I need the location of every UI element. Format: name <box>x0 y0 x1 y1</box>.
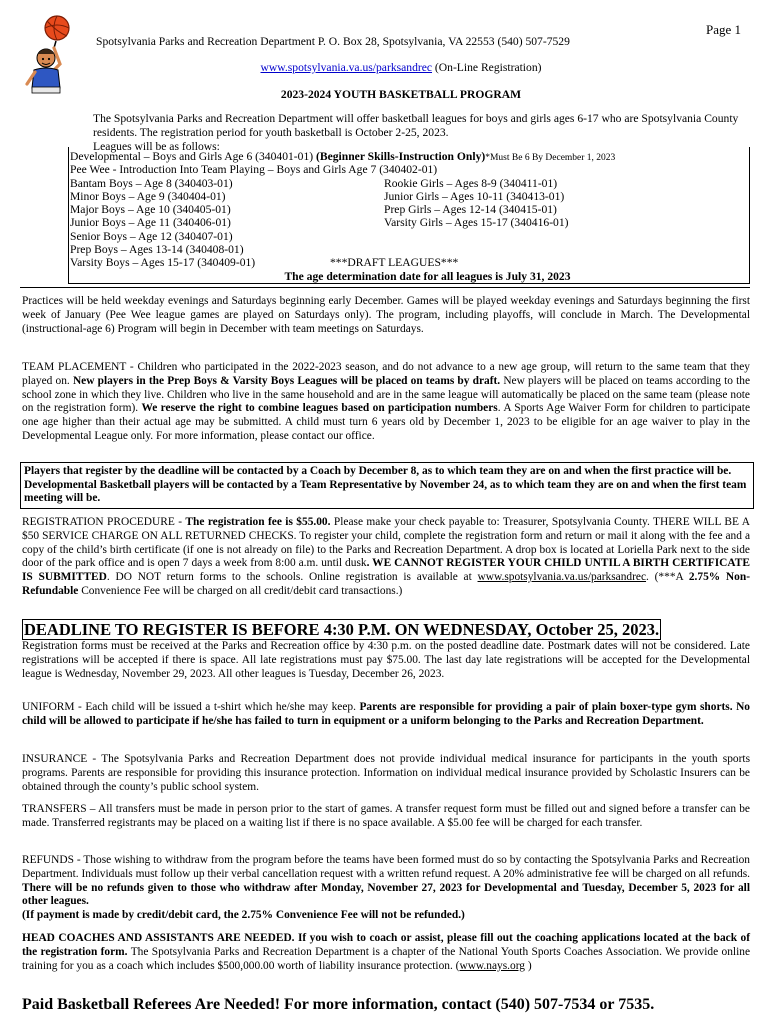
league-row: Senior Boys – Age 12 (340407-01) <box>70 229 233 243</box>
league-pee-wee: Pee Wee - Introduction Into Team Playing – Boys and Girls Age 7 (340402-01) <box>70 163 438 177</box>
leagues-list <box>70 150 760 283</box>
league-row: Varsity Boys – Ages 15-17 (340409-01) ***DRAFT LEAGUES*** <box>70 256 459 270</box>
practices-paragraph: Practices will be held weekday evenings and Saturdays beginning early December. Games will be played weekday evenings and Saturdays beginning the first week of January (Pee Wee league games are played on Saturdays only). The program, including playoffs, will conclude in March. The Developmental (instructional-age 6) Program will begin in December with team meetings on Saturdays. <box>22 295 750 335</box>
age-determination: The age determination date for all leagues is July 31, 2023 <box>284 269 571 283</box>
transfers-paragraph: TRANSFERS – All transfers must be made in person prior to the start of games. A transfer request form must be filled out and signed before a transfer can be made. Transferred registrants may be placed on a waiting list if there is no space available. A $5.00 fee will be charged for each transfer. <box>22 803 750 829</box>
leagues-intro: Leagues will be as follows: <box>93 140 220 153</box>
registration-paragraph: REGISTRATION PROCEDURE - The registration fee is $55.00. Please make your check payable to: Treasurer, Spotsylvania County. THERE WILL BE A $50 SERVICE CHARGE ON ALL RETURNED CHECKS. To register your child, complete the registration form and return or mail it along with the fee and a copy of the child’s birth certificate (if one is not already on file) to the Parks and Recreation Department. A drop box is located at Loriella Park next to the side door of the park office and is open 7 days a week from 8:00 a.m. until dusk. WE CANNOT REGISTER YOUR CHILD UNTIL A BIRTH CERTIFICATE IS SUBMITTED. DO NOT return forms to the schools. Online registration is available at www.spotsylvania.va.us/parksandrec. (***A 2.75% Non-Refundable Convenience Fee will be charged on all credit/debit card transactions.) <box>22 516 750 597</box>
online-registration-link[interactable]: www.spotsylvania.va.us/parksandrec <box>477 571 647 584</box>
late-registration-paragraph: Registration forms must be received at the Parks and Recreation office by 4:30 p.m. on the posted deadline date. Postmark dates will not be considered. Late registrations will be accepted if there is space. All late registrations must pay $75.00. The last day late registrations will be accepted for the Developmental league is Wednesday, November 29, 2023. All other leagues is Tuesday, December 26, 2023. <box>22 640 750 680</box>
uniform-paragraph: UNIFORM - Each child will be issued a t-shirt which he/she may keep. Parents are responsible for providing a pair of plain boxer-type gym shorts. No child will be allowed to participate if he/she has failed to turn in equipment or a uniform belonging to the Parks and Recreation Department. <box>22 701 750 727</box>
league-row: Minor Boys – Age 9 (340404-01) Junior Girls – Ages 10-11 (340413-01) <box>70 189 565 203</box>
team-placement-paragraph: TEAM PLACEMENT - Children who participated in the 2022-2023 season, and do not advance to a new age group, will return to the same team that they played on. New players in the Prep Boys & Varsity Boys Leagues will be placed on teams by draft. New players will be placed on teams according to the school zone in which they live. Children who live in the same household and are in the same league will automatically be placed on the same team (please note on the registration form). We reserve the right to combine leagues based on participation numbers. A Sports Age Waiver Form for children to participate one age higher than their actual age may be submitted. A child must turn 6 years old by December 1, 2023 to be eligible for an age waiver to play in the Developmental League only. For more information, please contact our office. <box>22 361 751 442</box>
league-row: Bantam Boys – Age 8 (340403-01) Rookie Girls – Ages 8-9 (340411-01) <box>70 176 558 190</box>
department-address: Spotsylvania Parks and Recreation Department P. O. Box 28, Spotsylvania, VA 22553 (540) 507-7529 <box>96 35 570 48</box>
intro-text: The Spotsylvania Parks and Recreation Department will offer basketball leagues for boys and girls ages 6-17 who are Spotsylvania County residents. The registration period for youth basketball is October 2-25, 2023. <box>93 112 739 139</box>
league-row: Major Boys – Age 10 (340405-01) Prep Girls – Ages 12-14 (340415-01) <box>70 203 557 217</box>
league-developmental: Developmental – Boys and Girls Age 6 (340401-01) (Beginner Skills-Instruction Only)*Must Be 6 By December 1, 2023 <box>70 150 616 163</box>
referees-footer: Paid Basketball Referees Are Needed! For more information, contact (540) 507-7534 or 7535. <box>22 996 655 1013</box>
basketball-player-icon <box>20 14 82 96</box>
league-row: Prep Boys – Ages 13-14 (340408-01) <box>70 243 244 257</box>
program-title: 2023-2024 YOUTH BASKETBALL PROGRAM <box>280 88 522 101</box>
registration-link[interactable]: www.spotsylvania.va.us/parksandrec <box>260 61 433 74</box>
draft-leagues-label: ***DRAFT LEAGUES*** <box>330 256 459 270</box>
nays-link[interactable]: www.nays.org <box>459 959 525 972</box>
coach-contact-callout: Players that register by the deadline will be contacted by a Coach by December 8, as to which team they are on and when the first practice will be. Developmental Basketball players will be contacted by a Team Representative by November 24, as to which team they are on and when the first team meeting will be. <box>20 462 754 509</box>
refunds-paragraph: REFUNDS - Those wishing to withdraw from the program before the teams have been formed must do so by contacting the Spotsylvania Parks and Recreation Department. Individuals must follow up their verbal cancellation request with a written refund request. A 20% administrative fee will be charged on all refunds. There will be no refunds given to those who withdraw after Monday, November 27, 2023 for Developmental and Tuesday, December 5, 2023 for all other leagues. (If payment is made by credit/debit card, the 2.75% Convenience Fee will not be refunded.) <box>22 854 750 922</box>
divider <box>20 287 750 288</box>
insurance-paragraph: INSURANCE - The Spotsylvania Parks and Recreation Department does not provide individual medical insurance for participants in the youth sports programs. Parents are responsible for providing this insurance protection. Information on individual medical insurance provided by Scholastic Insurers can be obtained through the county’s public school system. <box>22 753 750 793</box>
website-line <box>96 60 706 75</box>
deadline-heading: DEADLINE TO REGISTER IS BEFORE 4:30 P.M. ON WEDNESDAY, October 25, 2023. <box>24 620 660 639</box>
league-row: Junior Boys – Age 11 (340406-01) Varsity Girls – Ages 15-17 (340416-01) <box>70 216 569 230</box>
page-number: Page 1 <box>706 22 742 37</box>
coaches-paragraph: HEAD COACHES AND ASSISTANTS ARE NEEDED. If you wish to coach or assist, please fill out the coaching applications located at the back of the registration form. The Spotsylvania Parks and Recreation Department is a chapter of the National Youth Sports Coaches Association. We provide online training for you as a coach which includes $500,000.00 worth of liability insurance protection. (www.nays.org ) <box>22 932 750 972</box>
website-suffix: (On-Line Registration) <box>432 61 542 74</box>
